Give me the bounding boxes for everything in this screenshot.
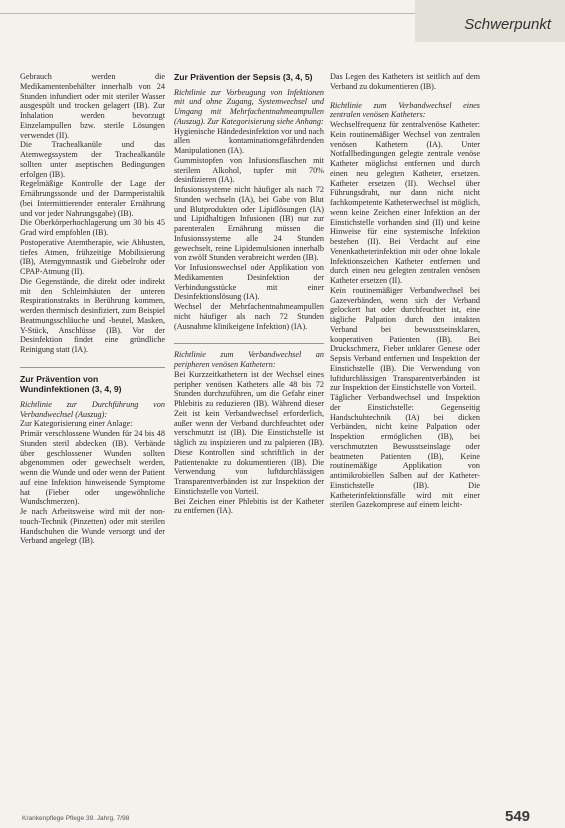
guideline-intro: Richtlinie zum Verbandwechsel eines zentralen venösen Katheters: [330,100,480,120]
paragraph: Wechsel der Mehrfachentnahmeampullen nicht häufiger als nach 72 Stunden (Ausnahme klinikeigene Infektion) (IA). [174,302,324,331]
paragraph: Gummistopfen von Infusionsflaschen mit sterilem Alkohol, tupfer mit 70% desinfizieren (IA). [174,155,324,185]
paragraph: Vor Infusionswechsel oder Applikation von Medikamenten Desinfektion der Verbindungsstücke mit einer Desinfektionslösung (IA). [174,263,324,302]
paragraph: Kein routinemäßiger Verbandwechsel bei Gazeverbänden, wenn sich der Verband gelockert hat oder durchfeuchtet ist, eine tägliche Palpation durch den intakten Verband bei bewusstseinsklaren, kooperativen Patienten (IB). Bei Druckschmerz, Fieber unklarer Genese oder Sepsis Verband entfernen und Inspektion der Einstichstelle (IB). Die Verwendung von luftdurchlässigen Transparentverbänden ist zur Inspektion der Einstichstelle von Vorteil. [330,285,480,393]
paragraph: Primär verschlossene Wunden für 24 bis 48 Stunden steril abdecken (IB). Verbände über geschlossener Wunden sollten abgenommen oder gewechselt werden, wenn die Wunde und oder wenn der Patient auf eine Infektion hinweisende Symptome hat (Fieber oder ungewöhnliche Wundschmerzen). [20,429,165,507]
section-divider [20,367,165,368]
paragraph: Bei Kurzzeitkathetern ist der Wechsel eines peripher venösen Katheters alle 48 bis 72 Stunden durchzuführen, um die Gefahr einer Phlebitis zu reduzieren (IB). Während dieser Zeit ist kein Verbandwechsel erforderlich, außer wenn der Verband durchfeuchtet oder verschmutzt ist (IB). Die Einstichstelle ist täglich zu inspizieren und zu palpieren (IB). Diese Kontrollen sind schriftlich in der Patientenakte zu dokumentieren (IB). Die Verwendung von luftdurchlässigen Transparentverbänden ist zur Inspektion der Einstichstelle von Vorteil. [174,369,324,496]
paragraph: Die Oberkörperhochlagerung um 30 bis 45 Grad wird empfohlen (IB). [20,218,165,237]
journal-citation: Krankenpflege Pflege 39. Jahrg. 7/98 [22,815,130,822]
section-divider [174,343,324,344]
guideline-intro: Richtlinie zur Vorbeugung von Infektionen mit und ohne Zugang, Systemwechsel und Umgang mit Mehrfachentnahmeampullen (Auszug). Zur Kategorisierung siehe Anhang: [174,87,324,126]
paragraph: Täglicher Verbandwechsel und Inspektion der Einstichstelle: Gegenseitig Handschuhtechnik (IA) bei dicken Verbänden, nicht keine Palpation oder Inspektion ermöglichen (IB), bei verschmutzten Bewusstseinslage oder beatmeten Patienten (IB), Keine routinemäßige Applikation von antimikrobiellen Salben auf der Katheter-Einstichstelle (IB). Die Katheterinfektionsfälle wird mit einer sterilen Gazekomprese auf einem leicht- [330,393,480,510]
paragraph: Hygienische Händedesinfektion vor und nach allen kontaminationsgefährdenden Manipulationen (IA). [174,126,324,155]
paragraph: Die Trachealkanüle und das Atemwegssystem der Trachealkanüle sollten unter aseptischen Bedingungen erfolgen (IB). [20,140,165,179]
section-title: Schwerpunkt [464,16,551,33]
page-number: 549 [505,808,531,825]
paragraph: Das Legen des Katheters ist seitlich auf dem Verband zu dokumentieren (IB). [330,72,480,91]
paragraph: Regelmäßige Kontrolle der Lage der Ernährungssonde und der Darmperistaltik (bei Intermittierender enteraler Ernährung und vor jeder Nahrungsgabe) (IB). [20,179,165,218]
guideline-intro: Richtlinie zur Durchführung von Verbandwechsel (Auszug): [20,399,165,419]
heading-sepsis-prevention: Zur Prävention der Sepsis (3, 4, 5) [174,72,313,82]
paragraph: Wechselfrequenz für zentralvenöse Katheter: Kein routinemäßiger Wechsel von zentralen venösen Kathetern (IA). Unter Notfallbedingungen gelegte zentrale venöse Katheter möglichst entfernen und durch einen neu gelegten Katheter, ersetzen. Katheter ersetzen (II). Wechsel über Führungsdraht, nur dann nicht nicht fachkompetente Katheterwechsel ist möglich, wenn keine Zeichen einer Infektion an der Einstichstelle vorhanden sind (II) und keine Hinweise für eine systemische Infektion bestehen (II). Bei Verdacht auf eine Venenkatheterinfektion mit oder ohne lokale Infektionszeichen Katheter entfernen und durch einen neu gelegten zentralen venösen Katheter ersetzen (II). [330,120,480,285]
paragraph: Postoperative Atemtherapie, wie Abhusten, tiefes Atmen, frühzeitige Mobilisierung (IB), Atemgymnastik und Giebelrohr oder CPAP-Atmung (II). [20,237,165,276]
header-rule [0,13,415,14]
column-1 [20,72,165,546]
paragraph: Infusionssysteme nicht häufiger als nach 72 Stunden wechseln (IA), bei Gabe von Blut und Blutprodukten oder Lipidlösungen (IA) und Lipidhaltigen Infusionen (IB) nur zur parenteralen Ernährung müssen die Infusionssysteme alle 24 Stunden gewechselt, reine Lipidemulsionen innerhalb von zwölf Stunden verabreicht werden (IB). [174,185,324,263]
guideline-intro: Richtlinie zum Verbandwechsel an peripheren venösen Kathetern: [174,350,324,369]
heading-wound-infections: Zur Prävention von Wundinfektionen (3, 4, 9) [20,373,122,395]
paragraph: Zur Kategorisierung einer Anlage: [20,419,133,429]
paragraph: Bei Zeichen einer Phlebitis ist der Katheter zu entfernen (IA). [174,496,324,516]
paragraph: Je nach Arbeitsweise wird mit der non-touch-Technik (Pinzetten) oder mit sterilen Handschuhen die Wunde versorgt und der Verband angelegt (IB). [20,507,165,546]
column-2 [174,72,324,516]
column-3 [330,72,480,510]
paragraph: Gebrauch werden die Medikamentenbehälter innerhalb von 24 Stunden infundiert oder mit steriler Wasser ausgespült und trocken gelagert (IB). Zur Inhalation werden bevorzugt Einzelampullen bzw. sterile Lösungen verwendet (II). [20,72,165,140]
paragraph: Die Gegenstände, die direkt oder indirekt mit den Schleimhäuten der unteren Respirationstrakts in Berührung kommen, werden thermisch desinfiziert, zum Beispiel Beatmungsschläuche und -beutel, Masken, Y-Stück, Anschlüsse (IB). Vor der Desinfektion findet eine gründliche Reinigung statt (IA). [20,276,165,354]
